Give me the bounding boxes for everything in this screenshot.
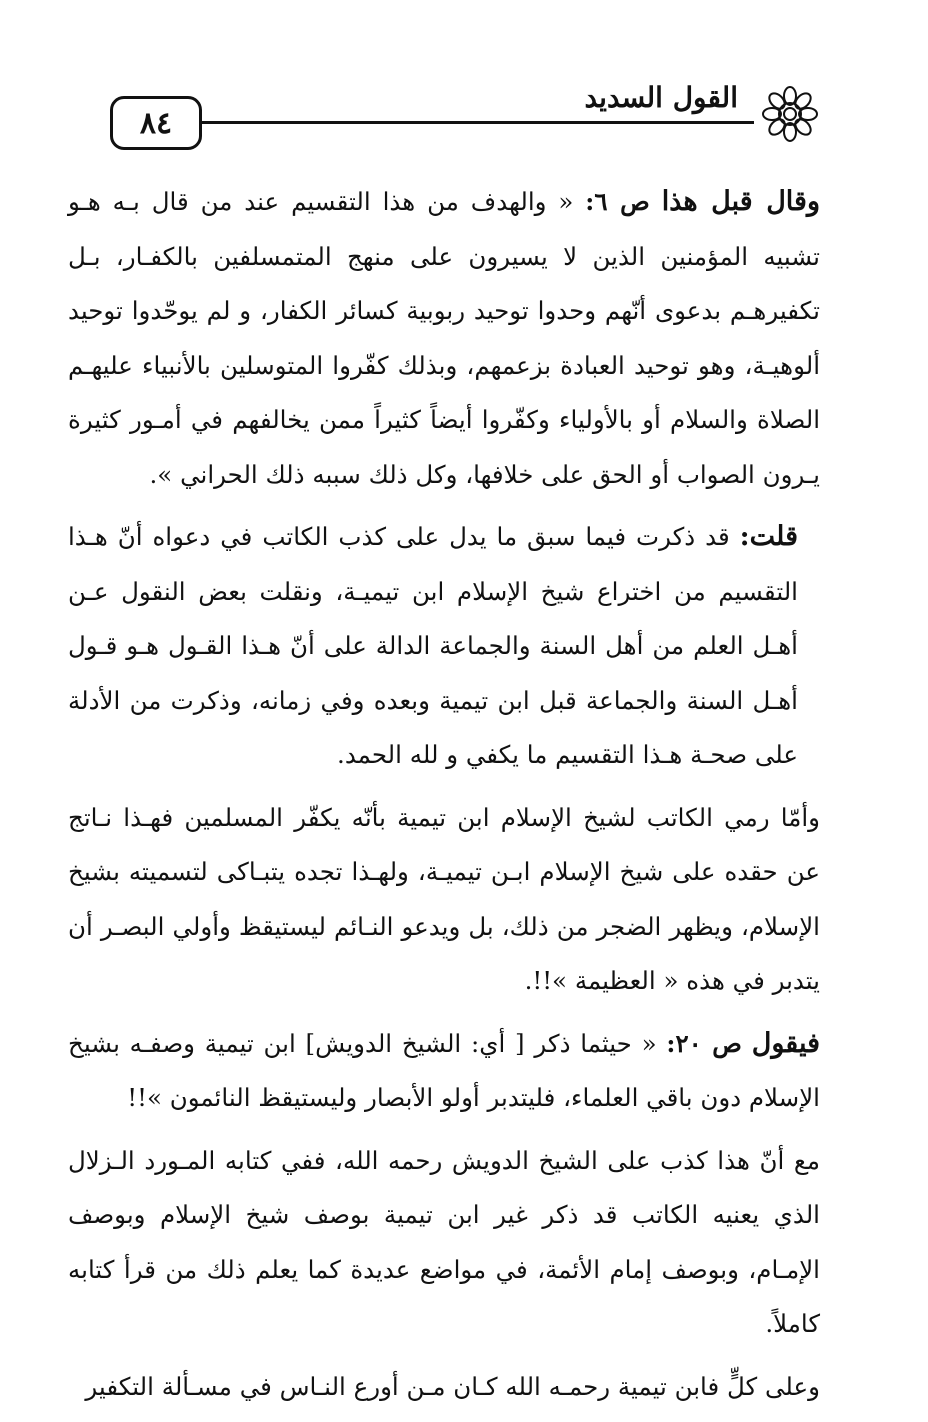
page-body [68,175,820,1422]
page-reference: ص ٢٠: [666,1028,742,1058]
paragraph-lead: فيقول [751,1027,821,1059]
book-title: القول السديد [576,78,746,118]
paragraph-text: مع أنّ هذا كذب على الشيخ الدويش رحمه الله، ففي كتابه المـورد الـزلال الذي يعنيه الكاتب قد ذكر غير ابن تيمية بوصف شيخ الإسلام وبوصف الإمـام، وبوصف إمام الأئمة، في مواضع عديدة كما يعلم ذلك من قرأ كتابه كاملاً. [68,1145,820,1338]
paragraph-1 [68,175,820,502]
paragraph-text: « حيثما ذكر [ أي: الشيخ الدويش] ابن تيمية وصفـه بشيخ الإسلام دون باقي العلماء، فليتدبر أولو الأبصار وليستيقظ النائمون »!! [68,1028,820,1112]
paragraph-lead: قلت: [739,521,798,552]
page-header [70,78,850,148]
paragraph-text: « والهدف من هذا التقسيم عند من قال بـه هـو تشبيه المؤمنين الذين لا يسيرون على منهج المتمسلفين بالكفـار، بـل تكفيرهـم بدعوى أنّهم وحدوا توحيد ربوبية كسائر الكفار، و لم يوحّدوا توحيد ألوهيـة، وهو توحيد العبادة بزعمهم، وبذلك كفّروا المتوسلين بالأنبياء عليهـم الصلاة والسلام أو بالأولياء وكفّروا أيضاً كثيراً ممن يخالفهم في أمـور كثيرة يـرون الصواب أو الحق على خلافها، وكل ذلك سببه ذلك الحراني ». [68,187,820,489]
page-number [110,96,202,150]
paragraph-4 [68,1017,820,1126]
flower-ornament-icon [760,84,820,144]
header-rule [190,121,754,124]
paragraph-2 [68,510,820,783]
paragraph-text: وعلى كلٍّ فابن تيمية رحمـه الله كـان مـن أورع النـاس في مسـألة التكفير [85,1371,820,1401]
page-number-text: ٨٤ [139,105,173,141]
paragraph-5 [68,1134,820,1352]
paragraph-text: وأمّا رمي الكاتب لشيخ الإسلام ابن تيمية بأنّه يكفّر المسلمين فهـذا نـاتج عن حقده على شيخ الإسلام ابـن تيميـة، ولهـذا تجده يتبـاكى لتسميته بشيخ الإسلام، ويظهر الضجر من ذلك، بل ويدعو النـائم ليستيقظ وأولي البصـر أن يتدبر في هذه « العظيمة »!!. [68,802,820,995]
paragraph-text: قد ذكرت فيما سبق ما يدل على كذب الكاتب في دعواه أنّ هـذا التقسيم من اختراع شيخ الإسلام ابن تيميـة، ونقلت بعض النقول عـن أهـل العلم من أهل السنة والجماعة الدالة على أنّ هـذا القـول هـو قـول أهـل السنة والجماعة قبل ابن تيمية وبعده وفي زمانه، وذكرت من الأدلة على صحـة هـذا التقسيم ما يكفي و لله الحمد. [68,522,798,769]
paragraph-lead: وقال قبل هذا [661,186,820,217]
page-reference: ص ٦: [585,187,650,216]
paragraph-6 [68,1360,820,1415]
paragraph-3 [68,791,820,1009]
